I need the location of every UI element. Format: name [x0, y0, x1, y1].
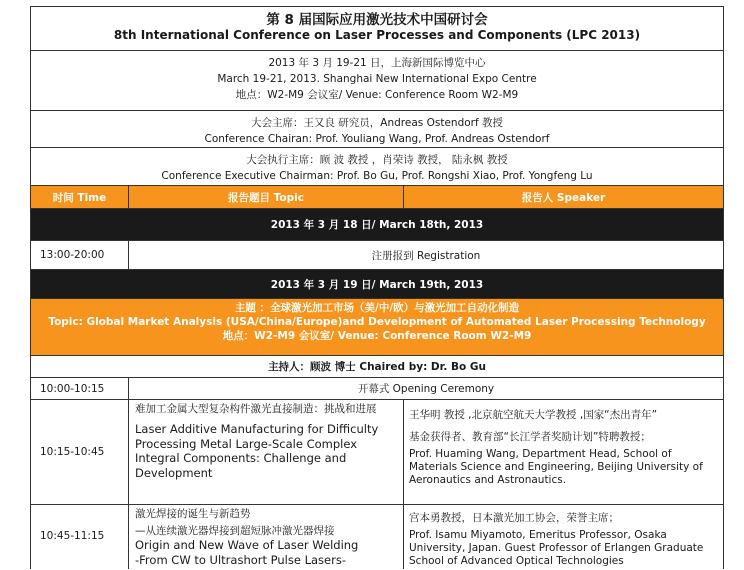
session-topic: [129, 505, 404, 569]
session-time: 10:15-10:45: [31, 400, 129, 504]
title-block: [31, 7, 723, 51]
title-chinese: 第 8 届国际应用激光技术中国研讨会: [266, 12, 488, 28]
chair-cn: 大会主席：王又良 研究员，Andreas Ostendorf 教授: [250, 117, 504, 129]
session-time: 10:45-11:15: [31, 505, 129, 569]
registration-row: [31, 241, 723, 270]
session-speaker: [404, 505, 723, 569]
exec-chair-en: Conference Executive Chairman: Prof. Bo Gu, Prof. Rongshi Xiao, Prof. Yongfeng Lu: [161, 170, 593, 182]
speaker-chinese-2: 基金获得者、教育部“长江学者奖励计划”特聘教授；: [409, 431, 651, 443]
session-row-opening: [31, 378, 723, 400]
registration-time: 13:00-20:00: [31, 241, 129, 269]
chaired-by-row: 主持人：顾波 博士 Chaired by: Dr. Bo Gu: [31, 356, 723, 378]
topic-chinese-2: —从连续激光器焊接到超短脉冲激光器焊接: [135, 525, 335, 537]
session-time: 10:00-10:15: [31, 378, 129, 399]
day1-header: 2013 年 3 月 18 日/ March 18th, 2013: [31, 209, 723, 241]
column-header-topic: 报告题目 Topic: [129, 186, 404, 208]
speaker-english: Prof. Isamu Miyamoto, Emeritus Professor, Osaka University, Japan. Guest Professor of Erlangen Graduate School of Advanced Optical Technologies: [409, 529, 704, 567]
topic-english-2: -From CW to Ultrashort Pulse Lasers-: [135, 552, 346, 567]
day2-theme-en: Topic: Global Market Analysis (USA/China/Europe)and Development of Automated Laser Processing Technology: [48, 316, 706, 328]
venue-date-cn: 2013 年 3 月 19-21 日，上海新国际博览中心: [268, 57, 486, 69]
day2-header: 2013 年 3 月 19 日/ March 19th, 2013: [31, 270, 723, 299]
chair-block: [31, 111, 723, 148]
venue-location: 地点：W2-M9 会议室/ Venue: Conference Room W2-M9: [235, 89, 519, 101]
topic-chinese-1: 激光焊接的诞生与新趋势: [135, 508, 251, 520]
session-row-laser-additive: [31, 400, 723, 505]
program-table: [30, 6, 724, 569]
session-topic: [129, 400, 404, 504]
session-row-laser-welding: [31, 505, 723, 569]
registration-event: 注册报到 Registration: [371, 249, 481, 262]
title-english: 8th International Conference on Laser Processes and Components (LPC 2013): [113, 28, 641, 42]
venue-date-en: March 19-21, 2013. Shanghai New International Expo Centre: [217, 73, 537, 85]
chair-en: Conference Chairan: Prof. Youliang Wang, Prof. Andreas Ostendorf: [204, 133, 550, 145]
day2-theme-block: [31, 299, 723, 356]
day2-theme-cn: 主题 ：全球激光加工市场（美/中/欧）与激光加工自动化制造: [234, 302, 520, 314]
exec-chair-cn: 大会执行主席：顾 波 教授 ，肖荣诗 教授， 陆永枫 教授: [246, 154, 508, 166]
day2-venue: 地点：W2-M9 会议室/ Venue: Conference Room W2-M9: [222, 330, 532, 342]
column-header-row: [31, 186, 723, 209]
session-event: 开幕式 Opening Ceremony: [357, 383, 495, 395]
topic-english-1: Origin and New Wave of Laser Welding: [135, 538, 359, 552]
speaker-chinese-1: 王华明 教授 ,北京航空航天大学教授 ,国家“杰出青年”: [409, 409, 658, 421]
topic-english: Laser Additive Manufacturing for Difficulty Processing Metal Large-Scale Complex Integral Components: Challenge and Development: [135, 422, 379, 480]
column-header-speaker: 报告人 Speaker: [521, 191, 606, 204]
column-header-time: 时间 Time: [31, 186, 129, 208]
session-speaker: [404, 400, 723, 504]
speaker-chinese: 宫本勇教授，日本激光加工协会，荣誉主席；: [409, 512, 619, 524]
topic-chinese: 难加工金属大型复杂构件激光直接制造：挑战和进展: [135, 403, 377, 415]
speaker-english: Prof. Huaming Wang, Department Head, School of Materials Science and Engineering, Beijing University of Aeronautics and Astronautics.: [409, 448, 703, 486]
exec-chair-block: [31, 148, 723, 186]
venue-block: [31, 51, 723, 111]
